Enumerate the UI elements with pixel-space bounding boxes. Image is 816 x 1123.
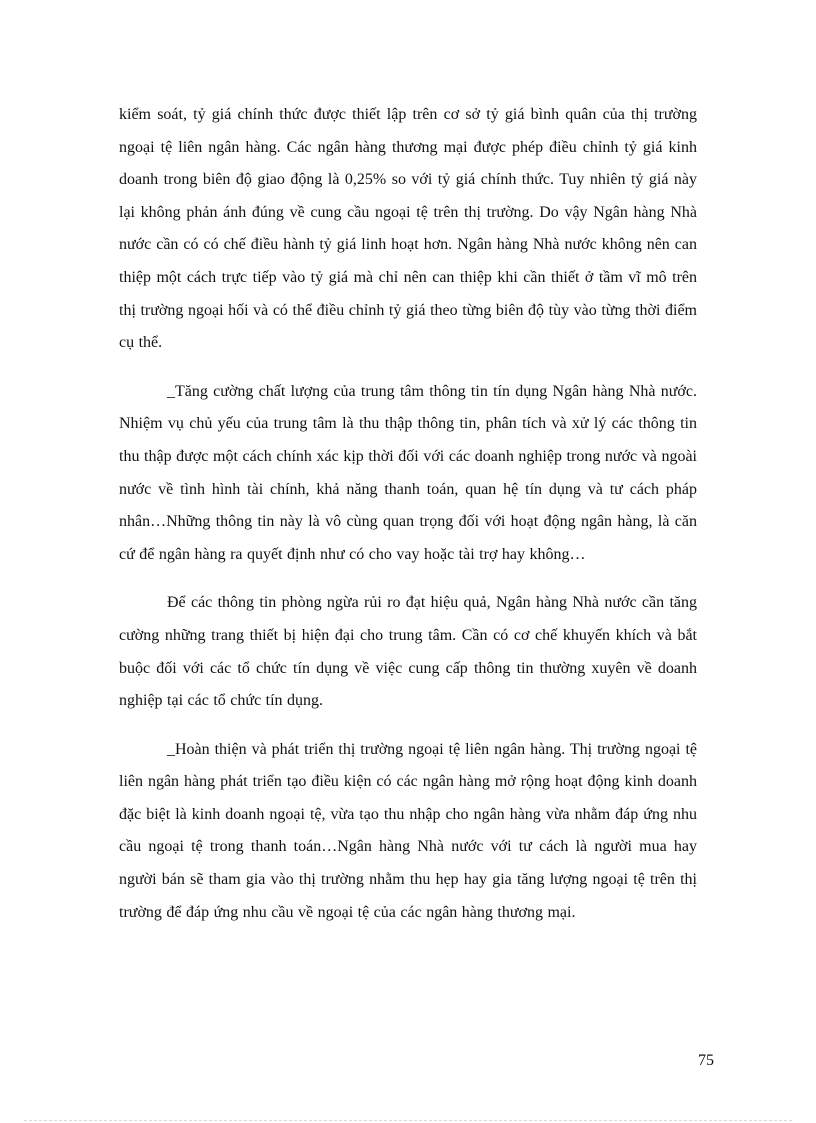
paragraph-credit-information-center: _Tăng cường chất lượng của trung tâm thông tin tín dụng Ngân hàng Nhà nước. Nhiệm vụ chủ yếu của trung tâm là thu thập thông tin, phân tích và xử lý các thông tin thu thập được một cách chính xác kịp thời đối với các doanh nghiệp trong nước và ngoài nước về tình hình tài chính, khả năng thanh toán, quan hệ tín dụng và tư cách pháp nhân…Những thông tin này là vô cùng quan trọng đối với hoạt động ngân hàng, là căn cứ để ngân hàng ra quyết định như có cho vay hoặc tài trợ hay không… bbox=[119, 382, 697, 563]
paragraph-exchange-rate-control: kiểm soát, tỷ giá chính thức được thiết lập trên cơ sở tỷ giá bình quân của thị trường ngoại tệ liên ngân hàng. Các ngân hàng thương mại được phép điều chỉnh tỷ giá kinh doanh trong biên độ giao động là 0,25% so với tỷ giá chính thức. Tuy nhiên tỷ giá này lại không phản ánh đúng về cung cầu ngoại tệ trên thị trường. Do vậy Ngân hàng Nhà nước cần có có chế điều hành tỷ giá linh hoạt hơn. Ngân hàng Nhà nước không nên can thiệp một cách trực tiếp vào tỷ giá mà chỉ nên can thiệp khi cần thiết ở tầm vĩ mô trên thị trường ngoại hối và có thể điều chỉnh tỷ giá theo từng biên độ tùy vào từng thời điểm cụ thể. bbox=[119, 106, 697, 352]
paragraph-interbank-foreign-currency-market: _Hoàn thiện và phát triển thị trường ngoại tệ liên ngân hàng. Thị trường ngoại tệ liên ngân hàng phát triển tạo điều kiện có các ngân hàng mở rộng hoạt động kinh doanh đặc biệt là kinh doanh ngoại tệ, vừa tạo thu nhập cho ngân hàng vừa nhằm đáp ứng nhu cầu ngoại tệ trong thanh toán…Ngân hàng Nhà nước với tư cách là người mua hay người bán sẽ tham gia vào thị trường nhằm thu hẹp hay gia tăng lượng ngoại tệ trên thị trường để đáp ứng nhu cầu về ngoại tệ của các ngân hàng thương mại. bbox=[119, 740, 697, 921]
page-bottom-divider bbox=[24, 1120, 792, 1121]
paragraph-risk-prevention-information: Để các thông tin phòng ngừa rủi ro đạt hiệu quả, Ngân hàng Nhà nước cần tăng cường những trang thiết bị hiện đại cho trung tâm. Cần có cơ chế khuyến khích và bắt buộc đối với các tổ chức tín dụng về việc cung cấp thông tin thường xuyên về doanh nghiệp tại các tổ chức tín dụng. bbox=[119, 594, 697, 710]
page-number: 75 bbox=[698, 1052, 714, 1069]
page-body bbox=[119, 99, 697, 929]
